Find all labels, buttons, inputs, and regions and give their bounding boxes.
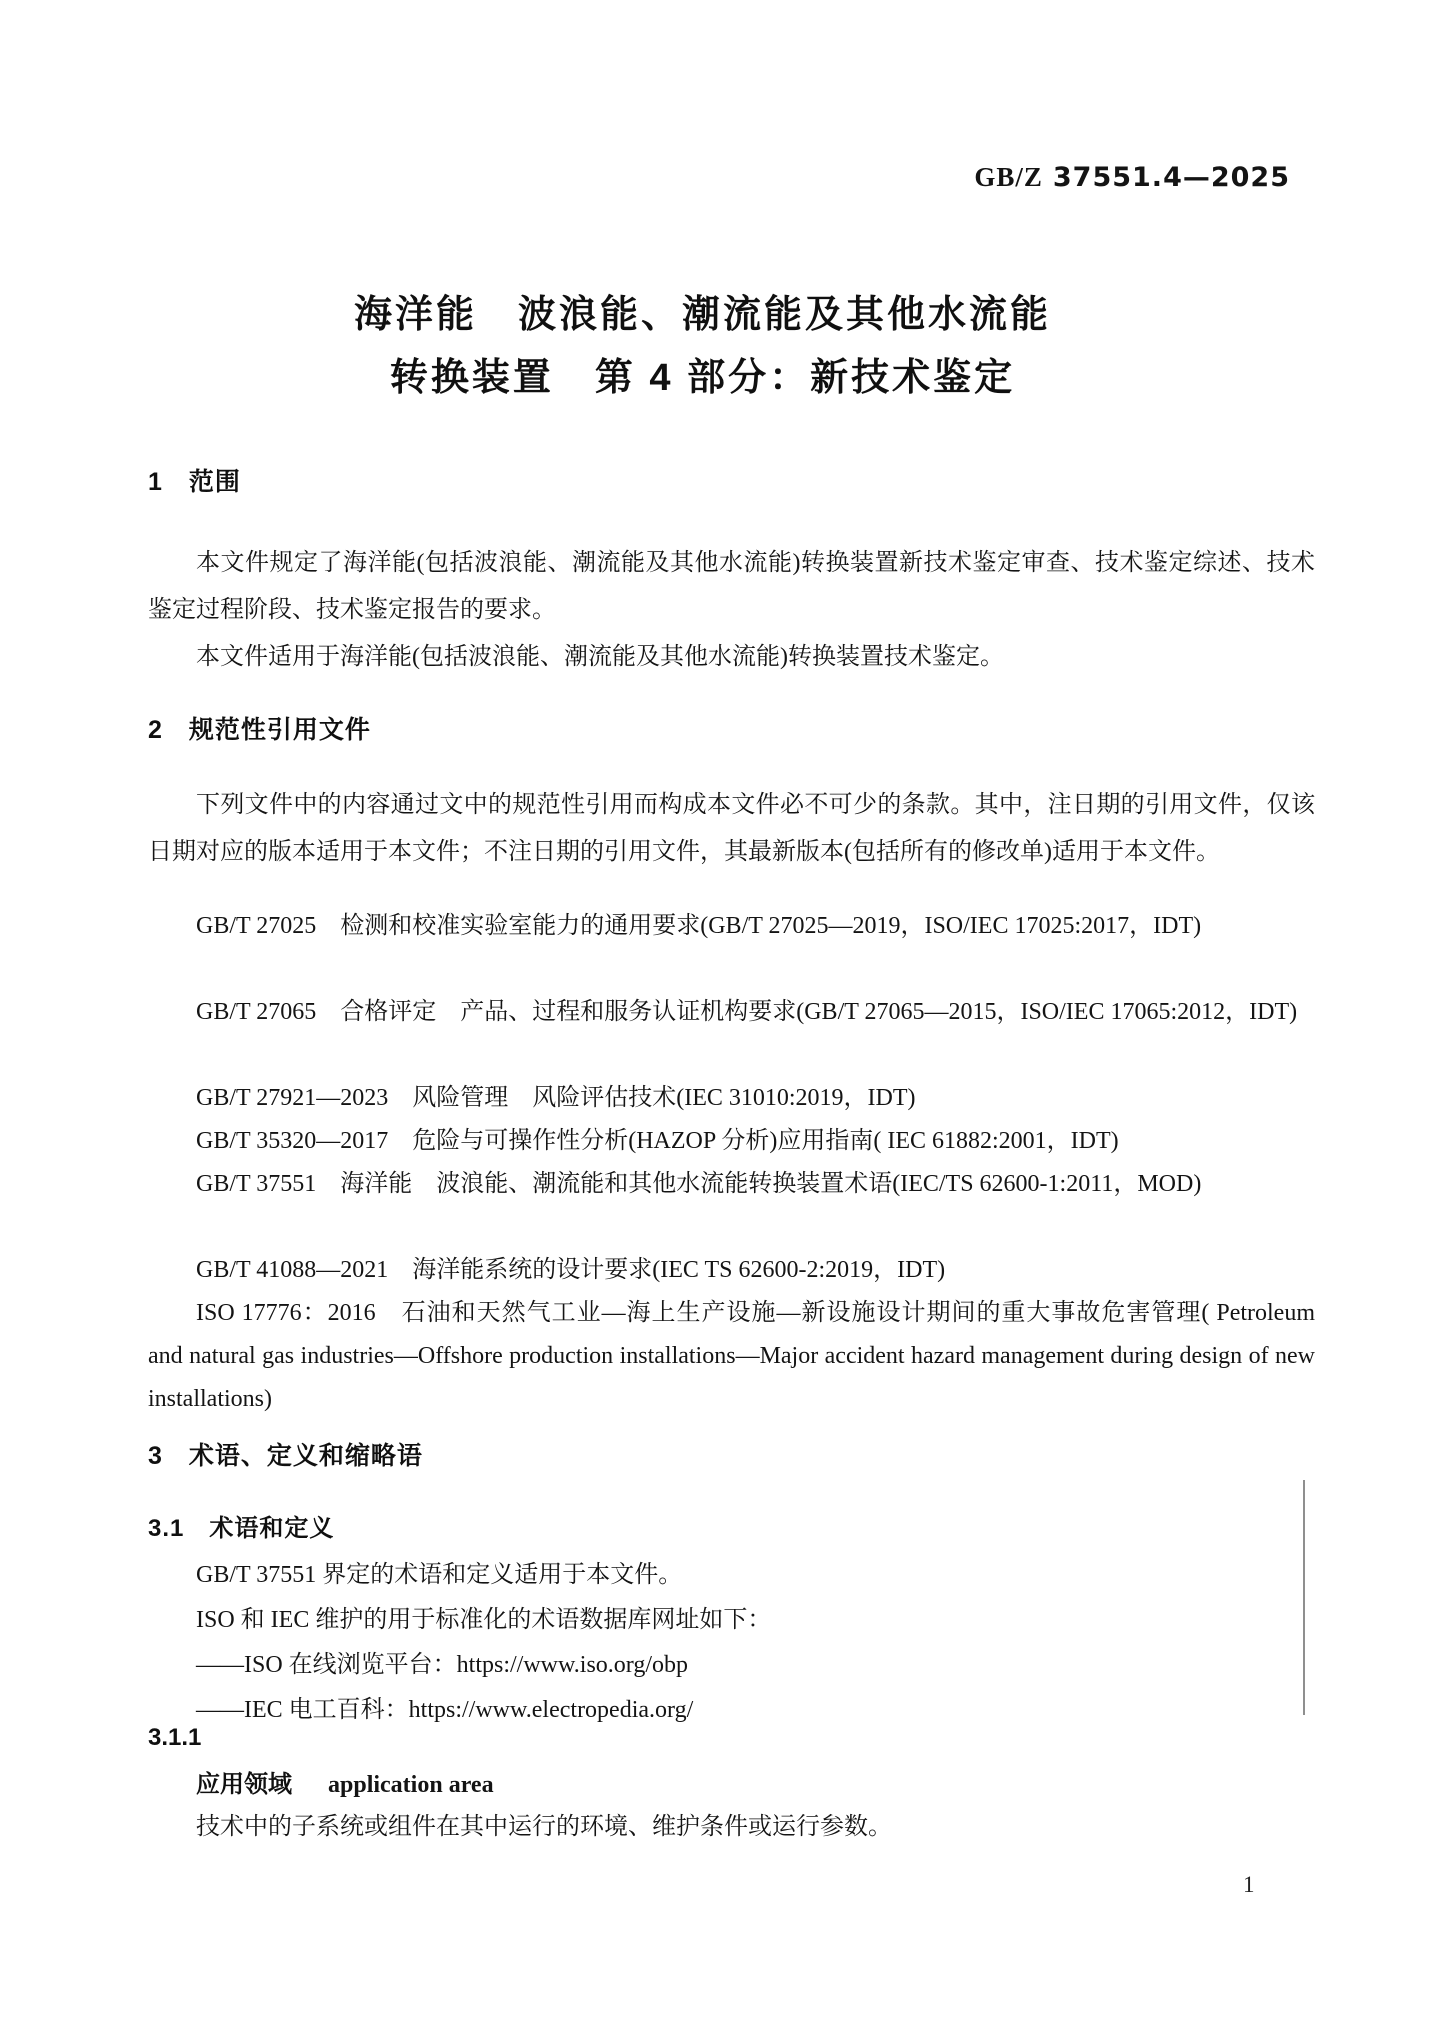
terms-intro-block	[148, 1553, 1315, 1733]
doc-title	[0, 284, 1405, 410]
term-definition: 技术中的子系统或组件在其中运行的环境、维护条件或运行参数。	[196, 1814, 892, 1840]
normative-references-intro: 下列文件中的内容通过文中的规范性引用而构成本文件必不可少的条款。其中，注日期的引用文件，仅该日期对应的版本适用于本文件；不注日期的引用文件，其最新版本(包括所有的修改单)适用于本文件。	[148, 792, 1315, 865]
section-3-1-heading: 3.1 术语和定义	[148, 1515, 335, 1542]
term-entry-title	[148, 1764, 1315, 1799]
term-name-en: application area	[328, 1772, 494, 1798]
page-number: 1	[1243, 1872, 1255, 1897]
terms-paragraph-1: GB/T 37551 界定的术语和定义适用于本文件。	[196, 1562, 683, 1588]
reference-item-gbt27921: GB/T 27921—2023 风险管理 风险评估技术(IEC 31010:2019，IDT)	[196, 1085, 916, 1111]
reference-item-gbt37551: GB/T 37551 海洋能 波浪能、潮流能和其他水流能转换装置术语(IEC/TS 62600-1:2011，MOD)	[196, 1171, 1202, 1197]
scope-paragraph-1: 本文件规定了海洋能(包括波浪能、潮流能及其他水流能)转换装置新技术鉴定审查、技术鉴定综述、技术鉴定过程阶段、技术鉴定报告的要求。	[148, 550, 1315, 623]
doc-title-line2: 转换装置 第 4 部分：新技术鉴定	[389, 357, 1016, 399]
terms-paragraph-2: ISO 和 IEC 维护的用于标准化的术语数据库网址如下：	[196, 1607, 772, 1633]
section-1-heading: 1 范围	[148, 468, 241, 496]
section-2-heading: 2 规范性引用文件	[148, 716, 371, 744]
reference-item-gbt27065: GB/T 27065 合格评定 产品、过程和服务认证机构要求(GB/T 27065—2015，ISO/IEC 17065:2012，IDT)	[196, 999, 1298, 1025]
reference-item-gbt41088: GB/T 41088—2021 海洋能系统的设计要求(IEC TS 62600-2:2019，IDT)	[196, 1257, 946, 1283]
revision-change-bar	[1303, 1480, 1305, 1715]
terms-database-iec: ——IEC 电工百科：https://www.electropedia.org/	[196, 1697, 694, 1723]
doc-title-line1: 海洋能 波浪能、潮流能及其他水流能	[353, 294, 1051, 336]
scope-paragraph-2: 本文件适用于海洋能(包括波浪能、潮流能及其他水流能)转换装置技术鉴定。	[196, 644, 1004, 670]
terms-database-iso: ——ISO 在线浏览平台：https://www.iso.org/obp	[196, 1652, 689, 1678]
doc-number-value: 37551.4—2025	[1052, 162, 1290, 193]
reference-item-gbt35320: GB/T 35320—2017 危险与可操作性分析(HAZOP 分析)应用指南( IEC 61882:2001，IDT)	[196, 1128, 1119, 1154]
section-3-heading: 3 术语、定义和缩略语	[148, 1442, 423, 1470]
doc-number-prefix: GB/Z	[974, 162, 1043, 192]
doc-number	[974, 162, 1290, 193]
reference-item-gbt27025: GB/T 27025 检测和校准实验室能力的通用要求(GB/T 27025—2019，ISO/IEC 17025:2017，IDT)	[196, 913, 1202, 939]
term-name-zh: 应用领域	[196, 1771, 292, 1798]
term-entry-number: 3.1.1	[148, 1724, 202, 1751]
reference-item-iso17776: ISO 17776：2016 石油和天然气工业—海上生产设施—新设施设计期间的重大事故危害管理( Petroleum and natural gas industries—Offshore production installations—Major accident hazard management during design of new installations)	[148, 1300, 1315, 1412]
